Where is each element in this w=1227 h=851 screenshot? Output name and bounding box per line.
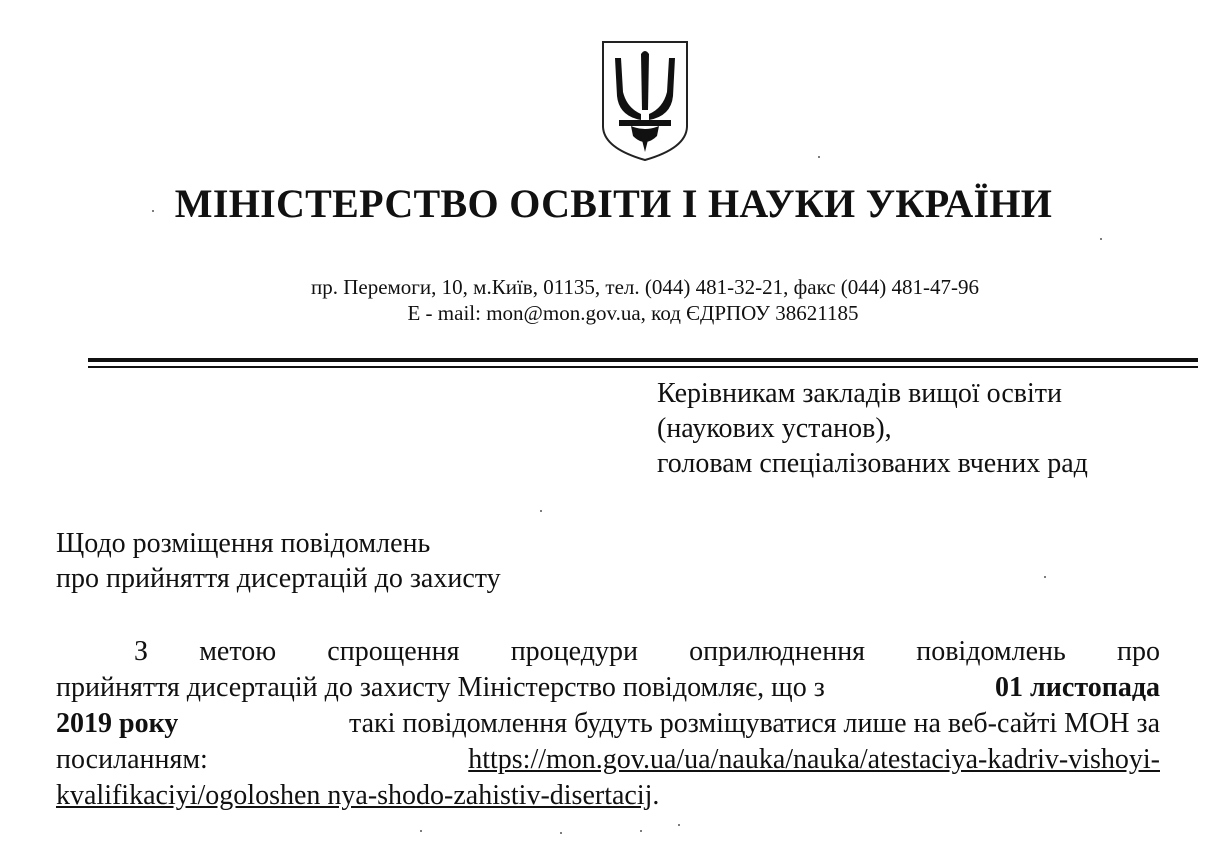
addressee-line: головам спеціалізованих вчених рад [657,448,1088,479]
body-line [56,742,1160,778]
announcement-link[interactable]: https://mon.gov.ua/ua/nauka/nauka/atestaciya-kadriv-vishoyi- [468,744,1160,775]
body-text-segment: такі повідомлення будуть розміщуватися лише на веб-сайті МОН за [349,708,1160,739]
addressee-line: Керівникам закладів вищої освіти [657,378,1062,409]
scan-speck [152,210,154,212]
scan-speck [678,824,680,826]
header-divider-thick [88,358,1198,362]
body-text-segment: посиланням: [56,744,208,775]
body-line [56,670,1160,706]
body-line [56,706,1160,742]
body-text-segment: прийняття дисертацій до захисту Міністерство повідомляє, що з [56,672,825,703]
announcement-link-continued[interactable]: kvalifikaciyi/ogoloshen nya-shodo-zahistiv-disertacij [56,780,653,811]
body-line [56,634,1160,670]
header-divider-thin [88,366,1198,368]
address-line: пр. Перемоги, 10, м.Київ, 01135, тел. (044) 481-32-21, факс (044) 481-47-96 [310,275,980,299]
scan-speck [1100,238,1102,240]
scan-speck [640,830,642,832]
body-paragraph [56,634,1160,814]
scan-speck [560,832,562,834]
body-line [56,778,1160,814]
body-word: метою [199,636,277,667]
ministry-title: МІНІСТЕРСТВО ОСВІТИ І НАУКИ УКРАЇНИ [174,181,1053,226]
addressee-block [657,376,1088,481]
addressee-line: (наукових установ), [657,413,892,444]
subject-line: про прийняття дисертацій до захисту [56,563,501,594]
scan-speck [1044,576,1046,578]
scan-speck [420,830,422,832]
effective-date-year: 2019 року [56,708,179,739]
body-word: спрощення [327,636,460,667]
body-word: З [134,636,149,667]
subject-line: Щодо розміщення повідомлень [56,528,431,559]
scan-speck [540,510,542,512]
body-word: оприлюднення [689,636,866,667]
body-word: повідомлень [916,636,1066,667]
body-word: процедури [510,636,638,667]
trident-coat-of-arms-icon [601,40,689,162]
sentence-period: . [652,780,660,811]
body-word: про [1116,636,1160,667]
subject-block [56,526,501,596]
scan-speck [818,156,820,158]
email-line: E - mail: mon@mon.gov.ua, код ЄДРПОУ 38621185 [407,301,859,325]
effective-date-day: 01 листопада [995,672,1160,703]
